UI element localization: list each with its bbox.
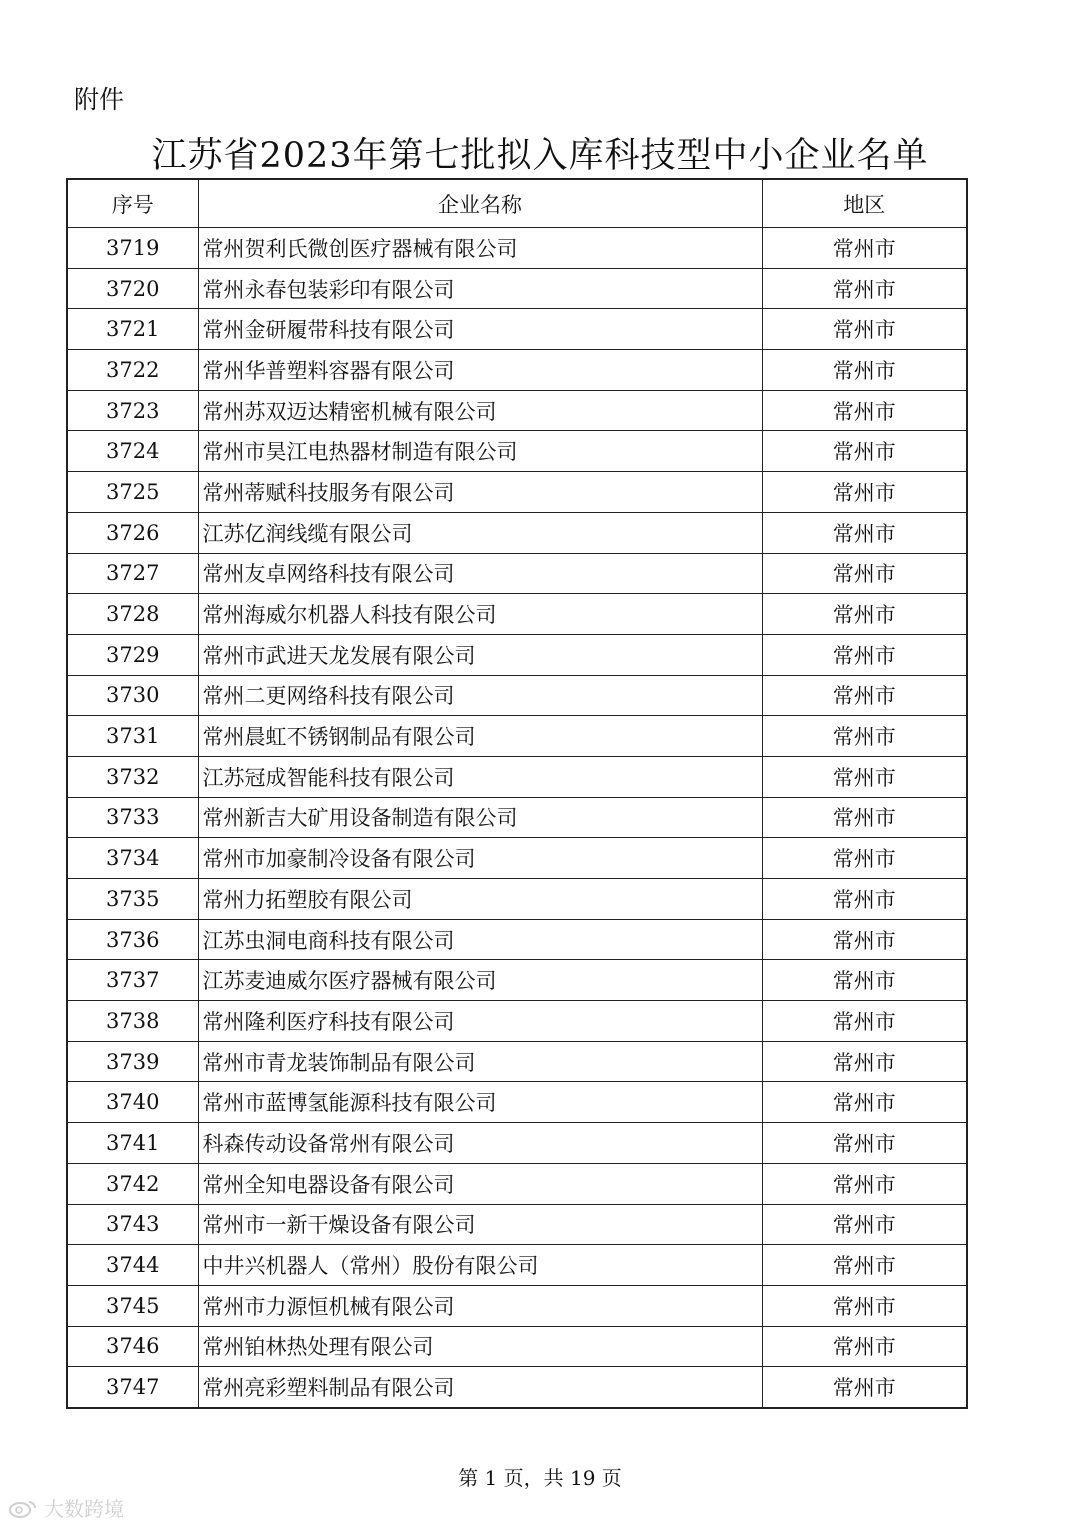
table-row (67, 1041, 967, 1082)
table-header-row (67, 179, 967, 228)
table-row (67, 1245, 967, 1286)
company-name: 江苏虫洞电商科技有限公司 (198, 919, 762, 960)
company-name: 常州隆利医疗科技有限公司 (198, 1001, 762, 1042)
company-name: 常州市青龙装饰制品有限公司 (198, 1041, 762, 1082)
region-cell: 常州市 (762, 228, 967, 269)
region-cell: 常州市 (762, 838, 967, 879)
region-cell: 常州市 (762, 431, 967, 472)
company-name: 常州贺利氏微创医疗器械有限公司 (198, 228, 762, 269)
region-cell: 常州市 (762, 594, 967, 635)
company-name: 常州苏双迈达精密机械有限公司 (198, 390, 762, 431)
company-name: 常州友卓网络科技有限公司 (198, 553, 762, 594)
row-index: 3734 (67, 838, 198, 879)
company-name: 江苏亿润线缆有限公司 (198, 512, 762, 553)
page-footer: 第 1 页，共 19 页 (458, 1466, 622, 1490)
watermark (8, 1493, 124, 1522)
table-row (67, 634, 967, 675)
company-name: 江苏冠成智能科技有限公司 (198, 756, 762, 797)
region-cell: 常州市 (762, 268, 967, 309)
row-index: 3747 (67, 1367, 198, 1408)
row-index: 3732 (67, 756, 198, 797)
row-index: 3731 (67, 716, 198, 757)
row-index: 3726 (67, 512, 198, 553)
table-row (67, 1326, 967, 1367)
region-cell: 常州市 (762, 1123, 967, 1164)
row-index: 3725 (67, 472, 198, 513)
region-cell: 常州市 (762, 390, 967, 431)
company-name: 常州市昊江电热器材制造有限公司 (198, 431, 762, 472)
company-name: 科森传动设备常州有限公司 (198, 1123, 762, 1164)
table-row (67, 309, 967, 350)
row-index: 3744 (67, 1245, 198, 1286)
table-row (67, 675, 967, 716)
company-name: 江苏麦迪威尔医疗器械有限公司 (198, 960, 762, 1001)
row-index: 3727 (67, 553, 198, 594)
table-row (67, 838, 967, 879)
table-row (67, 472, 967, 513)
row-index: 3739 (67, 1041, 198, 1082)
row-index: 3743 (67, 1204, 198, 1245)
table-row (67, 1001, 967, 1042)
table-row (67, 1285, 967, 1326)
watermark-text: 大数跨境 (44, 1497, 124, 1521)
row-index: 3719 (67, 228, 198, 269)
company-name: 常州市武进天龙发展有限公司 (198, 634, 762, 675)
company-name: 常州市加豪制冷设备有限公司 (198, 838, 762, 879)
company-name: 常州铂林热处理有限公司 (198, 1326, 762, 1367)
company-name: 常州市蓝博氢能源科技有限公司 (198, 1082, 762, 1123)
table-row (67, 879, 967, 920)
company-name: 常州全知电器设备有限公司 (198, 1163, 762, 1204)
company-name: 常州蒂赋科技服务有限公司 (198, 472, 762, 513)
column-header-index: 序号 (67, 179, 198, 228)
region-cell: 常州市 (762, 1285, 967, 1326)
company-name: 常州金研履带科技有限公司 (198, 309, 762, 350)
table-row (67, 797, 967, 838)
table-row (67, 1163, 967, 1204)
row-index: 3745 (67, 1285, 198, 1326)
region-cell: 常州市 (762, 1163, 967, 1204)
enterprise-table (66, 178, 968, 1409)
row-index: 3723 (67, 390, 198, 431)
row-index: 3746 (67, 1326, 198, 1367)
table-row (67, 756, 967, 797)
row-index: 3740 (67, 1082, 198, 1123)
table-row (67, 390, 967, 431)
region-cell: 常州市 (762, 472, 967, 513)
table-row (67, 716, 967, 757)
company-name: 常州永春包装彩印有限公司 (198, 268, 762, 309)
region-cell: 常州市 (762, 879, 967, 920)
table-row (67, 594, 967, 635)
region-cell: 常州市 (762, 919, 967, 960)
region-cell: 常州市 (762, 797, 967, 838)
column-header-company: 企业名称 (198, 179, 762, 228)
row-index: 3737 (67, 960, 198, 1001)
table-row (67, 431, 967, 472)
row-index: 3735 (67, 879, 198, 920)
row-index: 3722 (67, 350, 198, 391)
company-name: 常州力拓塑胶有限公司 (198, 879, 762, 920)
region-cell: 常州市 (762, 1082, 967, 1123)
region-cell: 常州市 (762, 960, 967, 1001)
row-index: 3730 (67, 675, 198, 716)
company-name: 常州新吉大矿用设备制造有限公司 (198, 797, 762, 838)
table-row (67, 350, 967, 391)
region-cell: 常州市 (762, 1326, 967, 1367)
region-cell: 常州市 (762, 675, 967, 716)
table-row (67, 228, 967, 269)
table-row (67, 1204, 967, 1245)
region-cell: 常州市 (762, 350, 967, 391)
region-cell: 常州市 (762, 716, 967, 757)
table-row (67, 960, 967, 1001)
company-name: 常州市力源恒机械有限公司 (198, 1285, 762, 1326)
company-name: 常州华普塑料容器有限公司 (198, 350, 762, 391)
column-header-region: 地区 (762, 179, 967, 228)
row-index: 3721 (67, 309, 198, 350)
region-cell: 常州市 (762, 1204, 967, 1245)
company-name: 常州市一新干燥设备有限公司 (198, 1204, 762, 1245)
region-cell: 常州市 (762, 1041, 967, 1082)
table-row (67, 268, 967, 309)
company-name: 常州晨虹不锈钢制品有限公司 (198, 716, 762, 757)
table-row (67, 1082, 967, 1123)
region-cell: 常州市 (762, 1001, 967, 1042)
table-row (67, 1367, 967, 1408)
row-index: 3733 (67, 797, 198, 838)
region-cell: 常州市 (762, 553, 967, 594)
page-title: 江苏省2023年第七批拟入库科技型中小企业名单 (151, 136, 929, 176)
table-row (67, 553, 967, 594)
table-row (67, 512, 967, 553)
table-row (67, 1123, 967, 1164)
region-cell: 常州市 (762, 756, 967, 797)
region-cell: 常州市 (762, 1367, 967, 1408)
table-row (67, 919, 967, 960)
region-cell: 常州市 (762, 309, 967, 350)
attachment-label: 附件 (74, 85, 125, 114)
region-cell: 常州市 (762, 1245, 967, 1286)
row-index: 3729 (67, 634, 198, 675)
row-index: 3738 (67, 1001, 198, 1042)
row-index: 3741 (67, 1123, 198, 1164)
region-cell: 常州市 (762, 512, 967, 553)
company-name: 中井兴机器人（常州）股份有限公司 (198, 1245, 762, 1286)
weibo-logo-icon (8, 1498, 38, 1518)
region-cell: 常州市 (762, 634, 967, 675)
row-index: 3728 (67, 594, 198, 635)
company-name: 常州亮彩塑料制品有限公司 (198, 1367, 762, 1408)
row-index: 3724 (67, 431, 198, 472)
company-name: 常州海威尔机器人科技有限公司 (198, 594, 762, 635)
company-name: 常州二更网络科技有限公司 (198, 675, 762, 716)
row-index: 3742 (67, 1163, 198, 1204)
row-index: 3720 (67, 268, 198, 309)
row-index: 3736 (67, 919, 198, 960)
